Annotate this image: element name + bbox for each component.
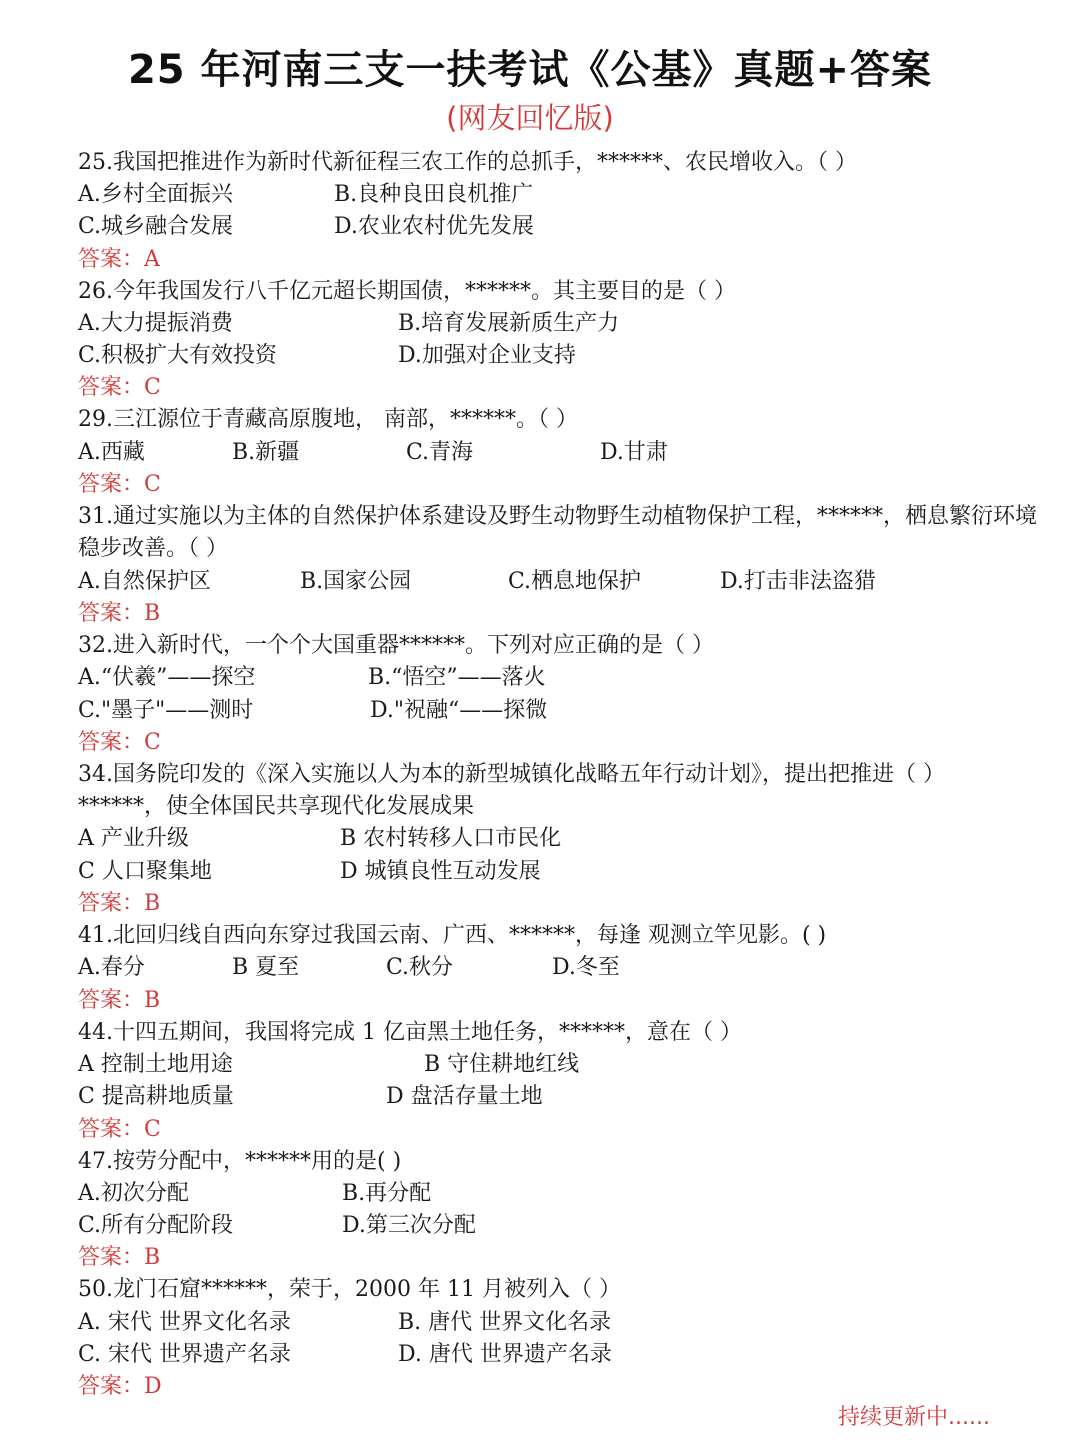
option-a: A.初次分配	[78, 1181, 189, 1206]
option-c: C.城乡融合发展	[78, 214, 234, 239]
option-a: A.乡村全面振兴	[78, 182, 233, 207]
option-d: D.冬至	[552, 955, 620, 980]
option-c: C.栖息地保护	[508, 569, 642, 594]
option-b: B. 唐代 世界文化名录	[398, 1310, 612, 1335]
option-a: A.自然保护区	[78, 569, 211, 594]
question-stem: 29.三江源位于青藏高原腹地， 南部，******。（ ）	[78, 407, 578, 432]
page-title: 25 年河南三支一扶考试《公基》真题+答案	[127, 47, 933, 93]
page-subtitle: (网友回忆版)	[446, 101, 614, 135]
option-a: A. 宋代 世界文化名录	[78, 1310, 291, 1335]
option-b: B.新疆	[232, 440, 300, 465]
option-d: D.加强对企业支持	[398, 343, 576, 368]
option-c: C."墨子"——测时	[78, 698, 254, 723]
option-c: C.青海	[406, 440, 474, 465]
question-stem: 50.龙门石窟******，荣于，2000 年 11 月被列入（ ）	[78, 1277, 621, 1302]
option-d: D 盘活存量土地	[386, 1084, 543, 1109]
option-a: A.春分	[78, 955, 145, 980]
answer-label: 答案：C	[78, 472, 161, 497]
option-b: B.再分配	[342, 1181, 432, 1206]
question-stem: 34.国务院印发的《深入实施以人为本的新型城镇化战略五年行动计划》，提出把推进（ ）	[78, 762, 945, 787]
option-d: D 城镇良性互动发展	[340, 859, 541, 884]
option-c: C 提高耕地质量	[78, 1084, 234, 1109]
question-stem: 47.按劳分配中，******用的是( )	[78, 1149, 402, 1174]
answer-label: 答案：B	[78, 988, 161, 1013]
option-a: A 产业升级	[78, 826, 189, 851]
update-status: 持续更新中......	[838, 1405, 990, 1430]
question-stem: 44.十四五期间，我国将完成 1 亿亩黑土地任务，******，意在（ ）	[78, 1020, 742, 1045]
question-stem: 25.我国把推进作为新时代新征程三农工作的总抓手，******、农民增收入。（ ）	[78, 150, 857, 175]
option-b: B.“悟空”——落火	[368, 665, 546, 690]
question-stem-continued: 稳步改善。（ ）	[78, 536, 228, 561]
option-c: C.秋分	[386, 955, 454, 980]
answer-label: 答案：B	[78, 891, 161, 916]
option-c: C.所有分配阶段	[78, 1213, 234, 1238]
question-stem: 26.今年我国发行八千亿元超长期国债，******。其主要目的是（ ）	[78, 279, 736, 304]
answer-label: 答案：C	[78, 730, 161, 755]
option-a: A.“伏羲”——探空	[78, 665, 256, 690]
answer-label: 答案：B	[78, 1245, 161, 1270]
answer-label: 答案：B	[78, 601, 161, 626]
option-b: B 守住耕地红线	[424, 1052, 580, 1077]
answer-label: 答案：C	[78, 1117, 161, 1142]
question-stem: 32.进入新时代，一个个大国重器******。下列对应正确的是（ ）	[78, 633, 714, 658]
option-c: C. 宋代 世界遗产名录	[78, 1342, 292, 1367]
question-stem-continued: ******，使全体国民共享现代化发展成果	[78, 794, 475, 819]
option-b: B 夏至	[232, 955, 300, 980]
option-d: D."祝融“——探微	[370, 698, 548, 723]
question-stem: 41.北回归线自西向东穿过我国云南、广西、******，每逢 观测立竿见影。( )	[78, 923, 827, 948]
answer-label: 答案：C	[78, 375, 161, 400]
option-a: A.西藏	[78, 440, 145, 465]
option-d: D.第三次分配	[342, 1213, 476, 1238]
answer-label: 答案：D	[78, 1374, 162, 1399]
option-b: B.国家公园	[300, 569, 412, 594]
question-stem: 31.通过实施以为主体的自然保护体系建设及野生动物野生动植物保护工程，******，栖息繁衍环境	[78, 504, 1037, 529]
option-b: B 农村转移人口市民化	[340, 826, 562, 851]
option-a: A.大力提振消费	[78, 311, 233, 336]
option-b: B.良种良田良机推广	[334, 182, 534, 207]
option-d: D.甘肃	[600, 440, 668, 465]
option-d: D.农业农村优先发展	[334, 214, 534, 239]
option-c: C.积极扩大有效投资	[78, 343, 278, 368]
option-a: A 控制土地用途	[78, 1052, 233, 1077]
answer-label: 答案：A	[78, 247, 160, 272]
option-d: D.打击非法盗猎	[720, 569, 876, 594]
option-c: C 人口聚集地	[78, 859, 212, 884]
option-b: B.培育发展新质生产力	[398, 311, 620, 336]
option-d: D. 唐代 世界遗产名录	[398, 1342, 612, 1367]
